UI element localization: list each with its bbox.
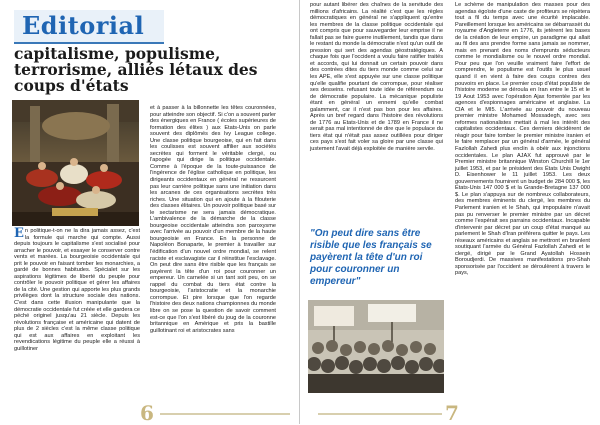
article-column-1: [14, 228, 140, 352]
napoleon-coronation-painting: [12, 100, 139, 226]
column-4-text: Le schème de manipulation des masses pour des agendas égoïste d'une caste de profiteurs se répètera tout a fil du temps avec une écurité implacable. Pareillement lorsque les américains se débarrassèt du royaume d'Angleterre en 1776, ils jetèrent les bases de la création de leur empire, un paradigme qui allait au fil des ans prendre forme sans jamais se nommer, mais en prenant des noms d'emprunts séducteurs comme le mondialisme ou le nouvel ordre mondial. Pour peu que l'on veuille vraiment faire l'effort de comprendre, le populisme est l'outils le plus usuel quand il en vient à faire des coups contres des pouvoirs en place. Le premier coup d'état populiste de l'histoire moderne se déroula en Iran entre le 15 et le 19 Aout 1953 avec l'opération Ajax fomentée par les agences d'espionnages américaine et anglaise. La CIA et le MI5. L'arrivée au pouvoir du nouveau premier ministre Mohamed Mossadegh, avec ses reformes nationalistes mettait à mal les intérêt des capitalistes occidentaux. Ces derniers décidèrent de réagir pour faire tomber le premier ministre iranien et le faire remplacer par un général d'armée, le général Fazlollah Zahedi plus enclin à obéir aux injonctions occidentales. Le plan AJAX fut approuvé par le Premier ministre britannique Winston Churchill le 1er juillet 1953, et par le président des États Unis Dwight D. Eisenhower le 11 juillet 1953. Les deux gouvernements fournirent un budget de 284 000 $, les États-Unis 147 000 $ et la Grande-Bretagne 137 000 $. Le plan s'appuya sur de nombreux collaborateurs, des membres éminents du clergé, les membres du Parlement iranien et le Shah, qui impopulaire n'avait pas pu renverser le premier ministre par un décret comme l'espérait ses parrains occidentaux. Incapable d'intervenir par décret par un coup d'état manqué au parlement le Shah d'Iran préférera quitter le pays. Les réseaux américains et anglais se mettront en branlent soutiquant l'armée du Général Fazlollah Zahedi et le clergé, dirigé par le Grand Ayatollah Hossein Boroudjerdi. De massives manifestations pro-Shah sponsorisée par l'occident se déroulèrent à travers le pays,: [455, 2, 590, 277]
painting-illustration: [12, 100, 139, 226]
article-column-4: [455, 2, 590, 277]
protest-crowd-photo: [308, 300, 444, 393]
article-headline: capitalisme, populisme, terrorisme, alliés létaux des coups d'états: [14, 44, 258, 95]
footer-ornament-left: [160, 413, 290, 415]
column-1-text: n politique-t-on ne la dira jamais assez, c'est la formule qui marche qui compte. Aussi depuis toujours le capitalisme s'est socialisé pour arracher le pouvoir, et essayer le conserver contre vents et marées. La bourgeoisie occidentale qui prit le pouvoir en faisant tomber les monarchies, a gardé de bonnes habitudes. Spécialet sur les aspirations légitimes de liberté du peuple pour contrôler le pouvoir politique et gérer les affaires de la cité. Une gestion qui apporte les plus grands privilèges dont la structure sociale des nations. C'est dans cette illusion manipulante que la démocratie occidentale fut créée et elle gardera ce péché originel jusqu'au 21 siècle. Depuis les révolutions française et américaine qui datent de plus de 2 siècles c'est la même classe politique qui est aux affaires en exploitant les revendications légitime du peuple elle a réussi à guillotiner: [14, 228, 140, 352]
page-number-left: 6: [140, 401, 154, 425]
crowd-illustration: [308, 300, 444, 393]
pull-quote: "On peut dire sans être risible que les français se payèrent la tête d'un roi pour couronner un empereur": [310, 228, 432, 287]
section-banner: [14, 10, 164, 44]
column-3-text: pour autant libérer des chaînes de la servitude des millions d'africains. La réalité c'est que les règles démocratiques en général ne s'appliquent qu'entre les membres de la classe politique occidentale qui ont compris que pour sauvegarder leur emprise il ne fallait pas se faire guerre inutilement, tandis que dans le restant du monde la démocratie n'est qu'un outil de pression qui sert des agendas géostratégiques. A chaque fois que l'occident a voulu faire ratifier traités et accords, qui lui donnait un certain pouvoir dans des contrées dites du tiers monde comme celui sur les APE, elle s'est appuyée sur une classe politique qu'elle qualifie pourtant de corrompue, pour réaliser ses desseins. refusant toute idée de référendum ou de démocratie populaire. La mécanique populiste étant en général un ennemi qu'elle combat galamment, car il n'est pas bon pour les affaires. Après un bref regard dans l'histoire des révolutions de 1776 au Etats-Unis et de 1789 en France il ne serait pas mal intentionné de dire que le populace du tiers état qui n'était pas assez outillées pour diriger ces pays s'est fait voler sa gloire par une classe qui justement l'avait déjà exploitée de manière servile.: [310, 2, 443, 153]
footer-ornament-right: [318, 413, 442, 415]
left-page: [0, 0, 300, 424]
article-column-2: [150, 105, 276, 334]
column-2-text: et à passer à la billonnette les têtes couronnées, pour atteindre son objectif. Si c'on a souvent parler des énergiques en France ( écoles supérieures de formation des élites ) aux Etats-Unis on parle souvent des diplômés des Ivy League college. Une classe politique bourgeoise, qui en fait dans les coulisses est souvent affilier aux sociétés secrètes qui forment le véritable clergé, ou l'apogée qui dirige la politique occidentale. Comme à l'époque de la toute-puissance de l'ingérence de l'église catholique en politique, les dirigeants occidentaux en général ne ressurcent pas leur carrière politique sans une initiation dans les arcanes de ces organisations secrètes très riches. Une situation qui en ajoute à la filouterie des classes élitaires. Un pouvoir politique basé sur le sectarisme ne sera jamais démocratique. L'ambivalence de la démarche de la classe bourgeoise occidentale atteindra son paroxysme avec l'arrivée au pouvoir d'un membre de la haute bourgeoisie en France. En la personne de Napoléon Bonaparte, le premier à travailler sur l'édification d'un nouvel ordre mondial, se relent raciste et esclavagiste car il réinstitue l'esclavage. On peut dire sans être risible que les français se payèrent la tête d'un roi pour couronner un empereur. Un carnelée si un tant soit peu, on se rappel du combat du tiers état contre la bourgeoisie, l'aristocratie et la monarchie corrompue. Et pire lorsque que l'on regarde l'histoire des deux nations championnes du monde libre on se pose la question de savoir comment est-ce que l'on s'est libéré du joug de la couronne britannique en Amérique et pris la bastille guillotinant roi et aristocrates sans: [150, 105, 276, 334]
section-title: Editorial: [22, 11, 145, 40]
page-number-right: 7: [445, 401, 459, 425]
article-column-3: [310, 2, 443, 153]
drop-cap: E: [14, 226, 24, 241]
